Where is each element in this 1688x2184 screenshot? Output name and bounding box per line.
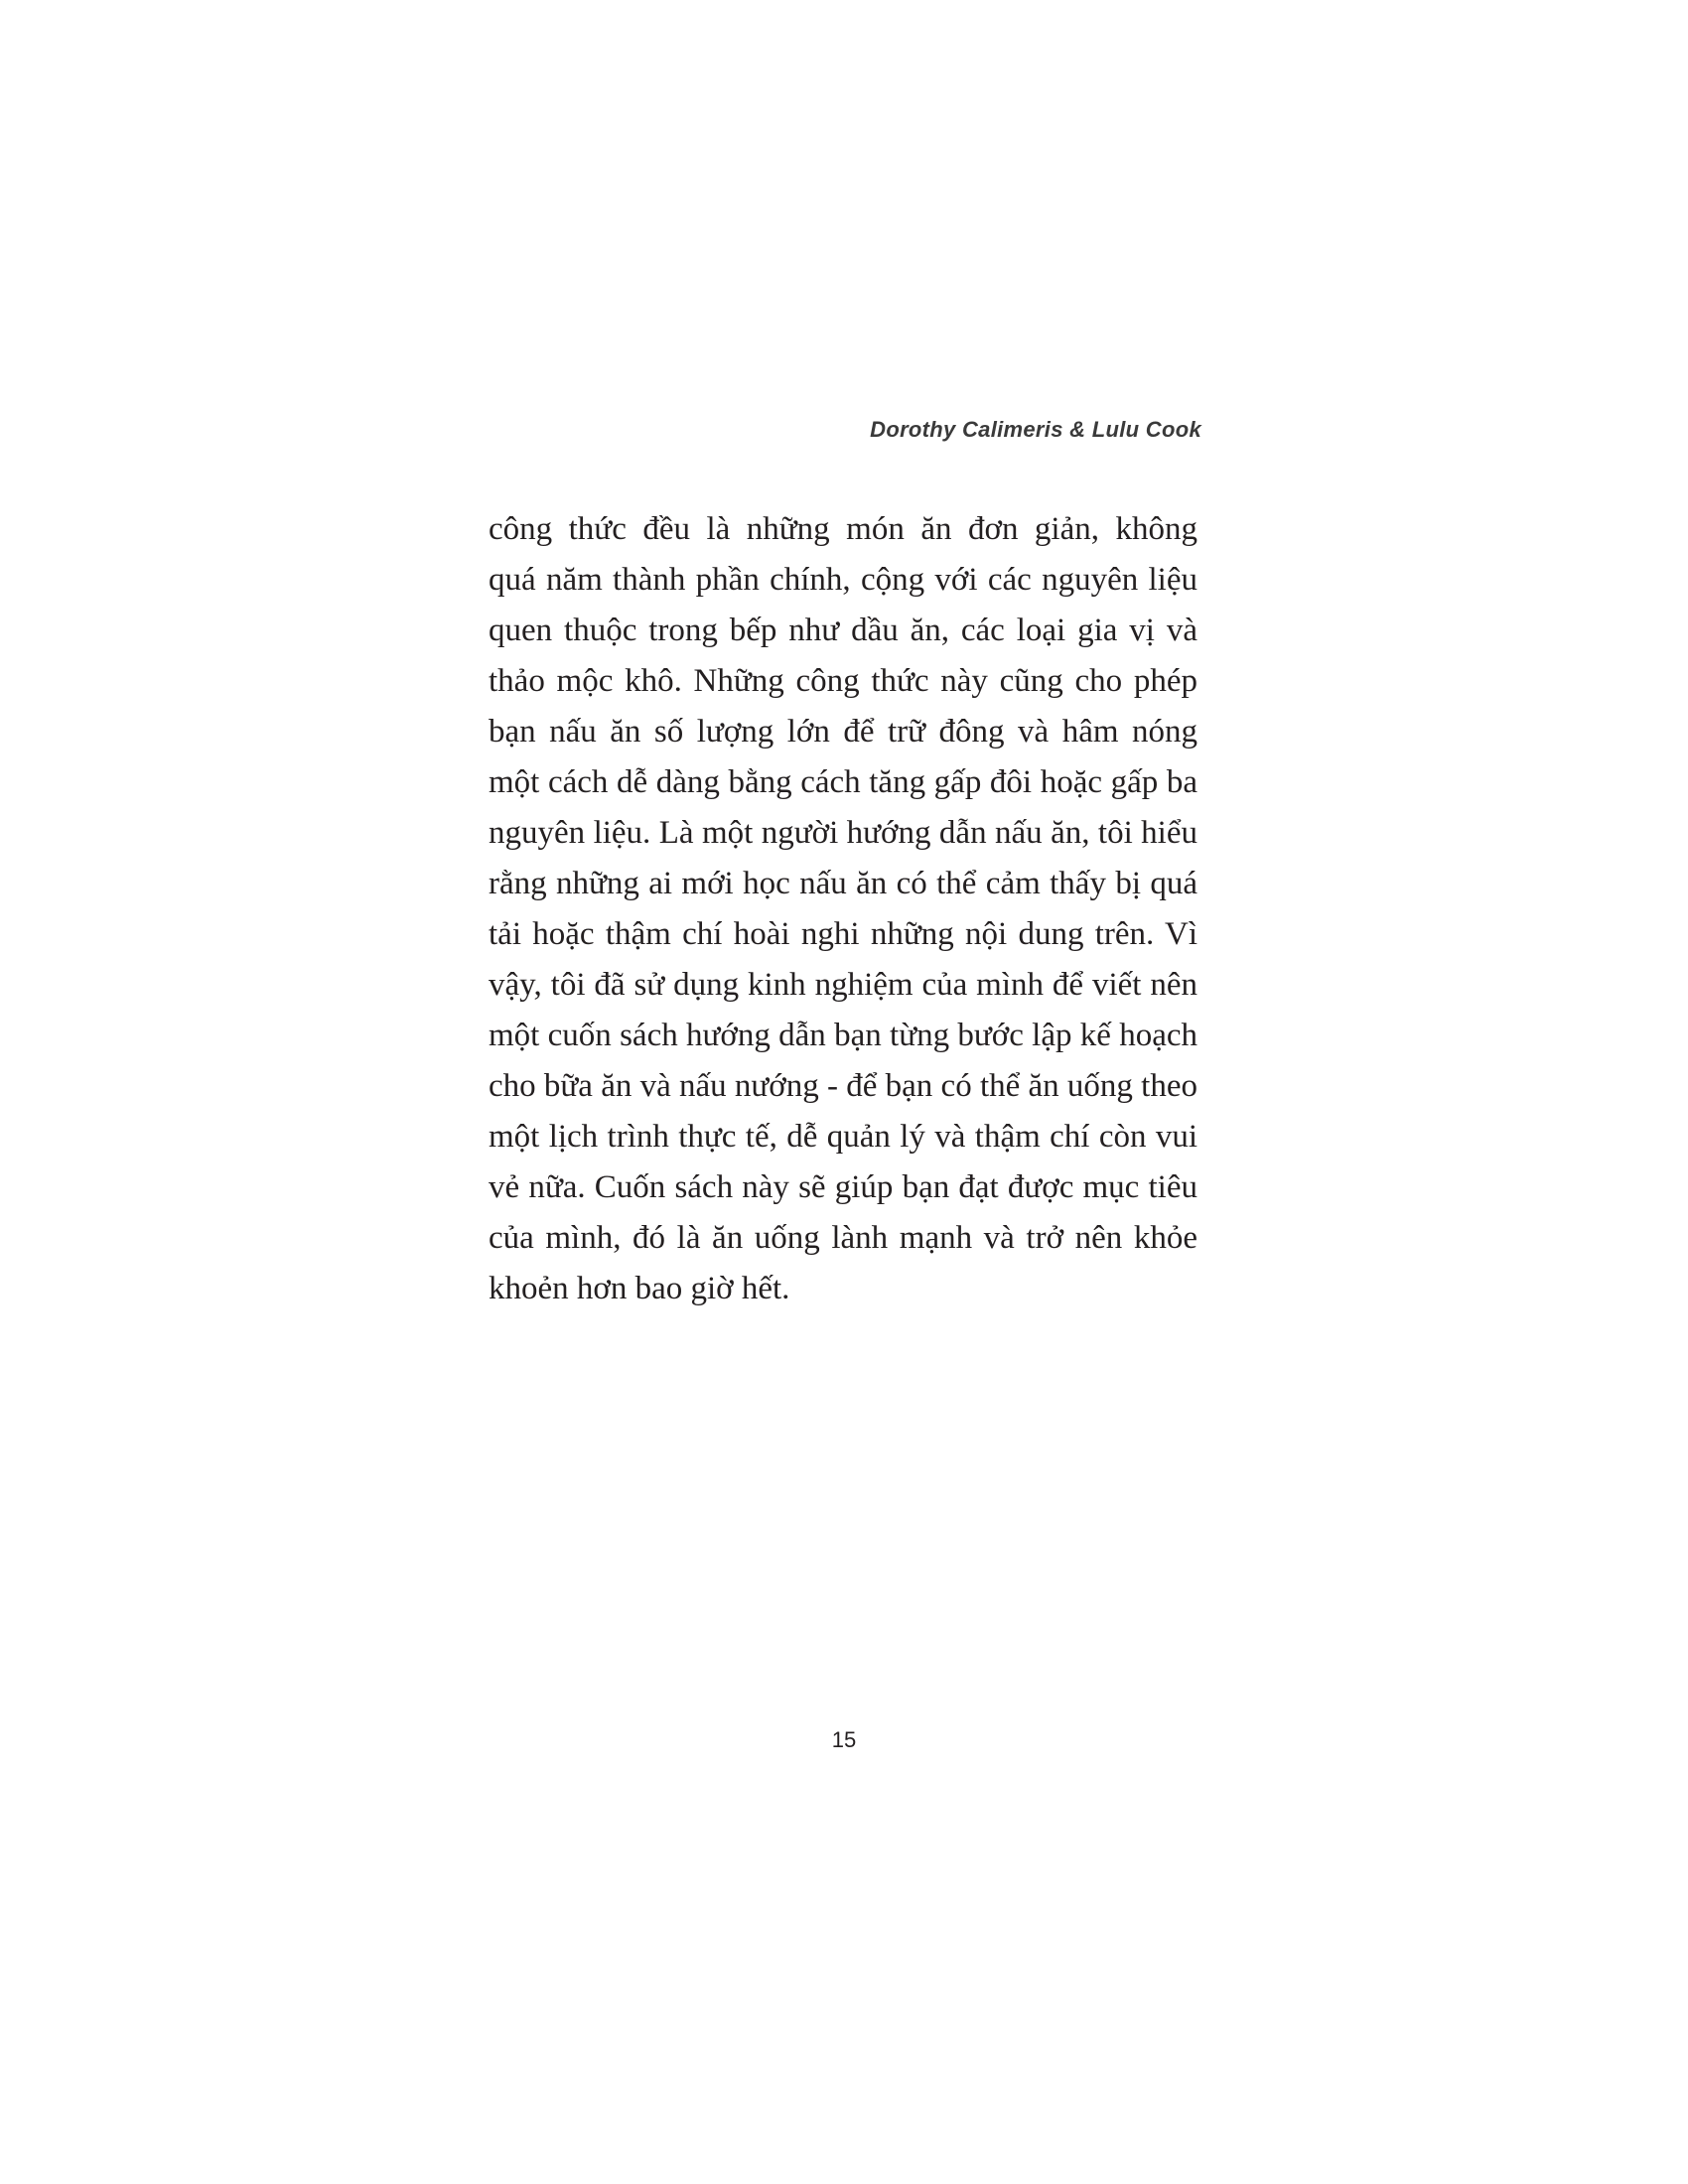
body-paragraph <box>489 504 1197 1314</box>
text-line: vậy, tôi đã sử dụng kinh nghiệm của mình để viết nên <box>489 967 1197 1003</box>
text-line: quen thuộc trong bếp như dầu ăn, các loại gia vị và <box>489 613 1197 648</box>
text-line: cho bữa ăn và nấu nướng - để bạn có thể ăn uống theo <box>489 1068 1197 1104</box>
page-number: 15 <box>831 1727 857 1752</box>
text-line: công thức đều là những món ăn đơn giản, không <box>489 511 1197 547</box>
text-line: quá năm thành phần chính, cộng với các nguyên liệu <box>489 562 1197 598</box>
text-line: thảo mộc khô. Những công thức này cũng cho phép <box>489 663 1197 699</box>
text-line: tải hoặc thậm chí hoài nghi những nội dung trên. Vì <box>489 916 1197 952</box>
text-line: của mình, đó là ăn uống lành mạnh và trở nên khỏe <box>489 1220 1197 1256</box>
text-line: vẻ nữa. Cuốn sách này sẽ giúp bạn đạt được mục tiêu <box>489 1169 1197 1205</box>
running-header: Dorothy Calimeris & Lulu Cook <box>870 417 1201 442</box>
text-line: rằng những ai mới học nấu ăn có thể cảm thấy bị quá <box>489 866 1197 901</box>
text-line: một cuốn sách hướng dẫn bạn từng bước lập kế hoạch <box>489 1018 1197 1053</box>
text-line: bạn nấu ăn số lượng lớn để trữ đông và hâm nóng <box>489 714 1197 750</box>
text-line: một lịch trình thực tế, dễ quản lý và thậm chí còn vui <box>489 1119 1197 1155</box>
text-line: một cách dễ dàng bằng cách tăng gấp đôi hoặc gấp ba <box>489 764 1197 800</box>
text-line: khoẻn hơn bao giờ hết. <box>489 1271 790 1306</box>
text-line: nguyên liệu. Là một người hướng dẫn nấu ăn, tôi hiểu <box>489 815 1197 851</box>
